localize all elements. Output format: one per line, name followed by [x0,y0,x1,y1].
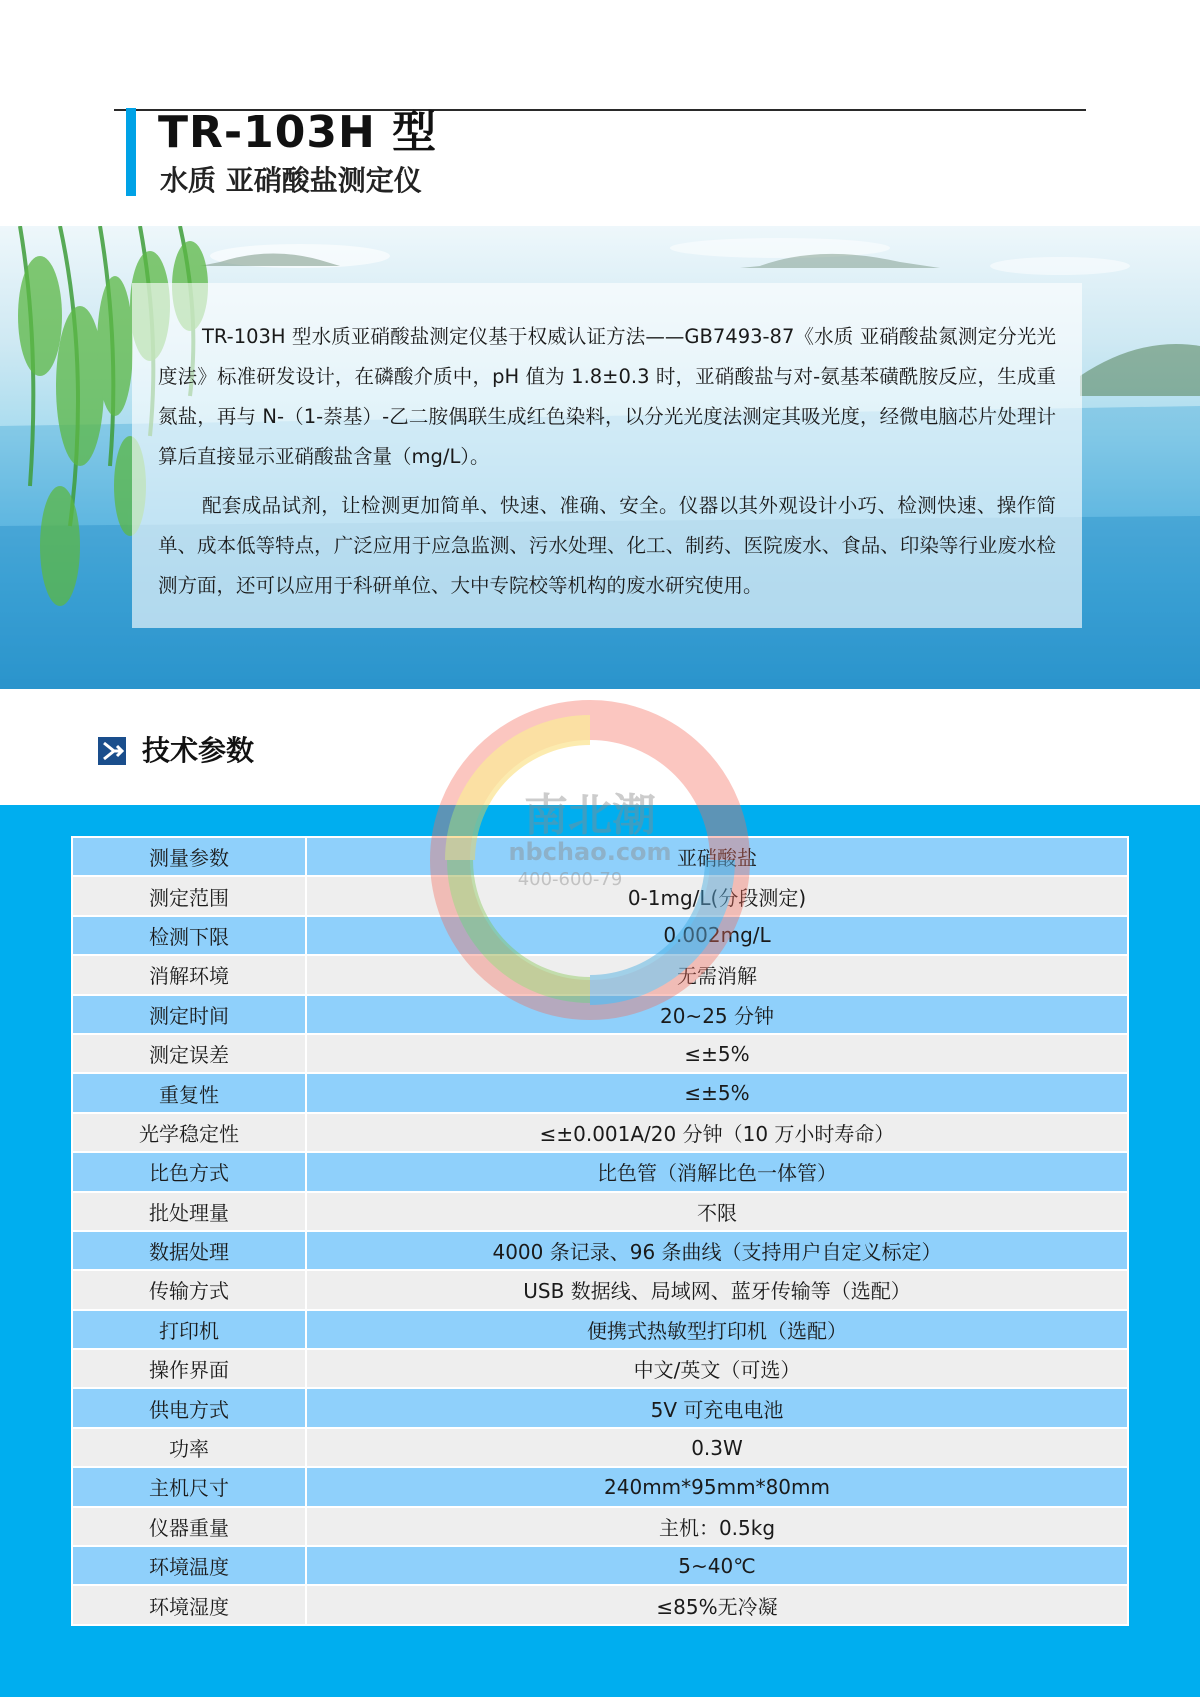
table-row [72,1467,1128,1506]
spec-value: 0.3W [306,1428,1128,1467]
spec-value: 4000 条记录、96 条曲线（支持用户自定义标定） [306,1231,1128,1270]
spec-label: 重复性 [72,1073,306,1112]
spec-value: 无需消解 [306,955,1128,994]
spec-value: 亚硝酸盐 [306,837,1128,876]
spec-value: 0-1mg/L(分段测定) [306,876,1128,915]
description-paragraph: TR-103H 型水质亚硝酸盐测定仪基于权威认证方法——GB7493-87《水质 亚硝酸盐氮测定分光光度法》标准研发设计，在磷酸介质中，pH 值为 1.8±0.3 时，亚硝酸盐与对-氨基苯磺酰胺反应，生成重氮盐，再与 N-（1-萘基）-乙二胺偶联生成红色染料，以分光光度法测定其吸光度，经微电脑芯片处理计算后直接显示亚硝酸盐含量（mg/L）。 [158,325,1056,468]
spec-label: 检测下限 [72,916,306,955]
spec-label: 环境温度 [72,1546,306,1585]
spec-value: ≤85%无冷凝 [306,1585,1128,1624]
spec-value: 中文/英文（可选） [306,1349,1128,1388]
table-row [72,1349,1128,1388]
section-title: 技术参数 [142,734,255,767]
spec-label: 主机尺寸 [72,1467,306,1506]
spec-label: 光学稳定性 [72,1113,306,1152]
spec-value: 240mm*95mm*80mm [306,1467,1128,1506]
spec-label: 功率 [72,1428,306,1467]
watermark-phone-text: 400-600-79 [517,869,623,890]
spec-label: 消解环境 [72,955,306,994]
table-row [72,1428,1128,1467]
table-row [72,1270,1128,1309]
spec-value: 5V 可充电电池 [306,1388,1128,1427]
nbchao-watermark-logo [420,680,760,1040]
spec-label: 测量参数 [72,837,306,876]
table-row [72,1388,1128,1427]
spec-label: 测定时间 [72,995,306,1034]
spec-label: 仪器重量 [72,1507,306,1546]
spec-label: 比色方式 [72,1152,306,1191]
spec-label: 测定误差 [72,1034,306,1073]
spec-value: ≤±0.001A/20 分钟（10 万小时寿命） [306,1113,1128,1152]
table-row [72,1310,1128,1349]
spec-value: 便携式热敏型打印机（选配） [306,1310,1128,1349]
spec-label: 操作界面 [72,1349,306,1388]
spec-value: 5~40℃ [306,1546,1128,1585]
spec-label: 数据处理 [72,1231,306,1270]
product-title: TR-103H 型 [158,107,438,158]
spec-label: 批处理量 [72,1192,306,1231]
spec-value: ≤±5% [306,1073,1128,1112]
title-accent-bar [126,108,136,196]
description-paragraph: 配套成品试剂，让检测更加简单、快速、准确、安全。仪器以其外观设计小巧、检测快速、操作简单、成本低等特点，广泛应用于应急监测、污水处理、化工、制药、医院废水、食品、印染等行业废水检测方面，还可以应用于科研单位、大中专院校等机构的废水研究使用。 [158,494,1056,597]
spec-label: 供电方式 [72,1388,306,1427]
table-row [72,1152,1128,1191]
spec-value: ≤±5% [306,1034,1128,1073]
product-description-panel [132,283,1082,628]
arrow-right-icon [98,737,126,765]
product-subtitle: 水质 亚硝酸盐测定仪 [160,164,422,197]
spec-label: 传输方式 [72,1270,306,1309]
spec-value: 20~25 分钟 [306,995,1128,1034]
spec-value: 主机：0.5kg [306,1507,1128,1546]
table-row [72,1546,1128,1585]
spec-value: 0.002mg/L [306,916,1128,955]
table-row [72,1231,1128,1270]
spec-label: 测定范围 [72,876,306,915]
watermark-url-text: nbchao.com [508,838,672,866]
table-row [72,1192,1128,1231]
spec-value: 不限 [306,1192,1128,1231]
spec-label: 打印机 [72,1310,306,1349]
table-row [72,1113,1128,1152]
spec-label: 环境湿度 [72,1585,306,1624]
table-row [72,1073,1128,1112]
watermark-brand-text: 南北潮 [524,790,656,841]
table-row [72,1507,1128,1546]
table-row [72,1585,1128,1624]
spec-value: 比色管（消解比色一体管） [306,1152,1128,1191]
spec-value: USB 数据线、局域网、蓝牙传输等（选配） [306,1270,1128,1309]
